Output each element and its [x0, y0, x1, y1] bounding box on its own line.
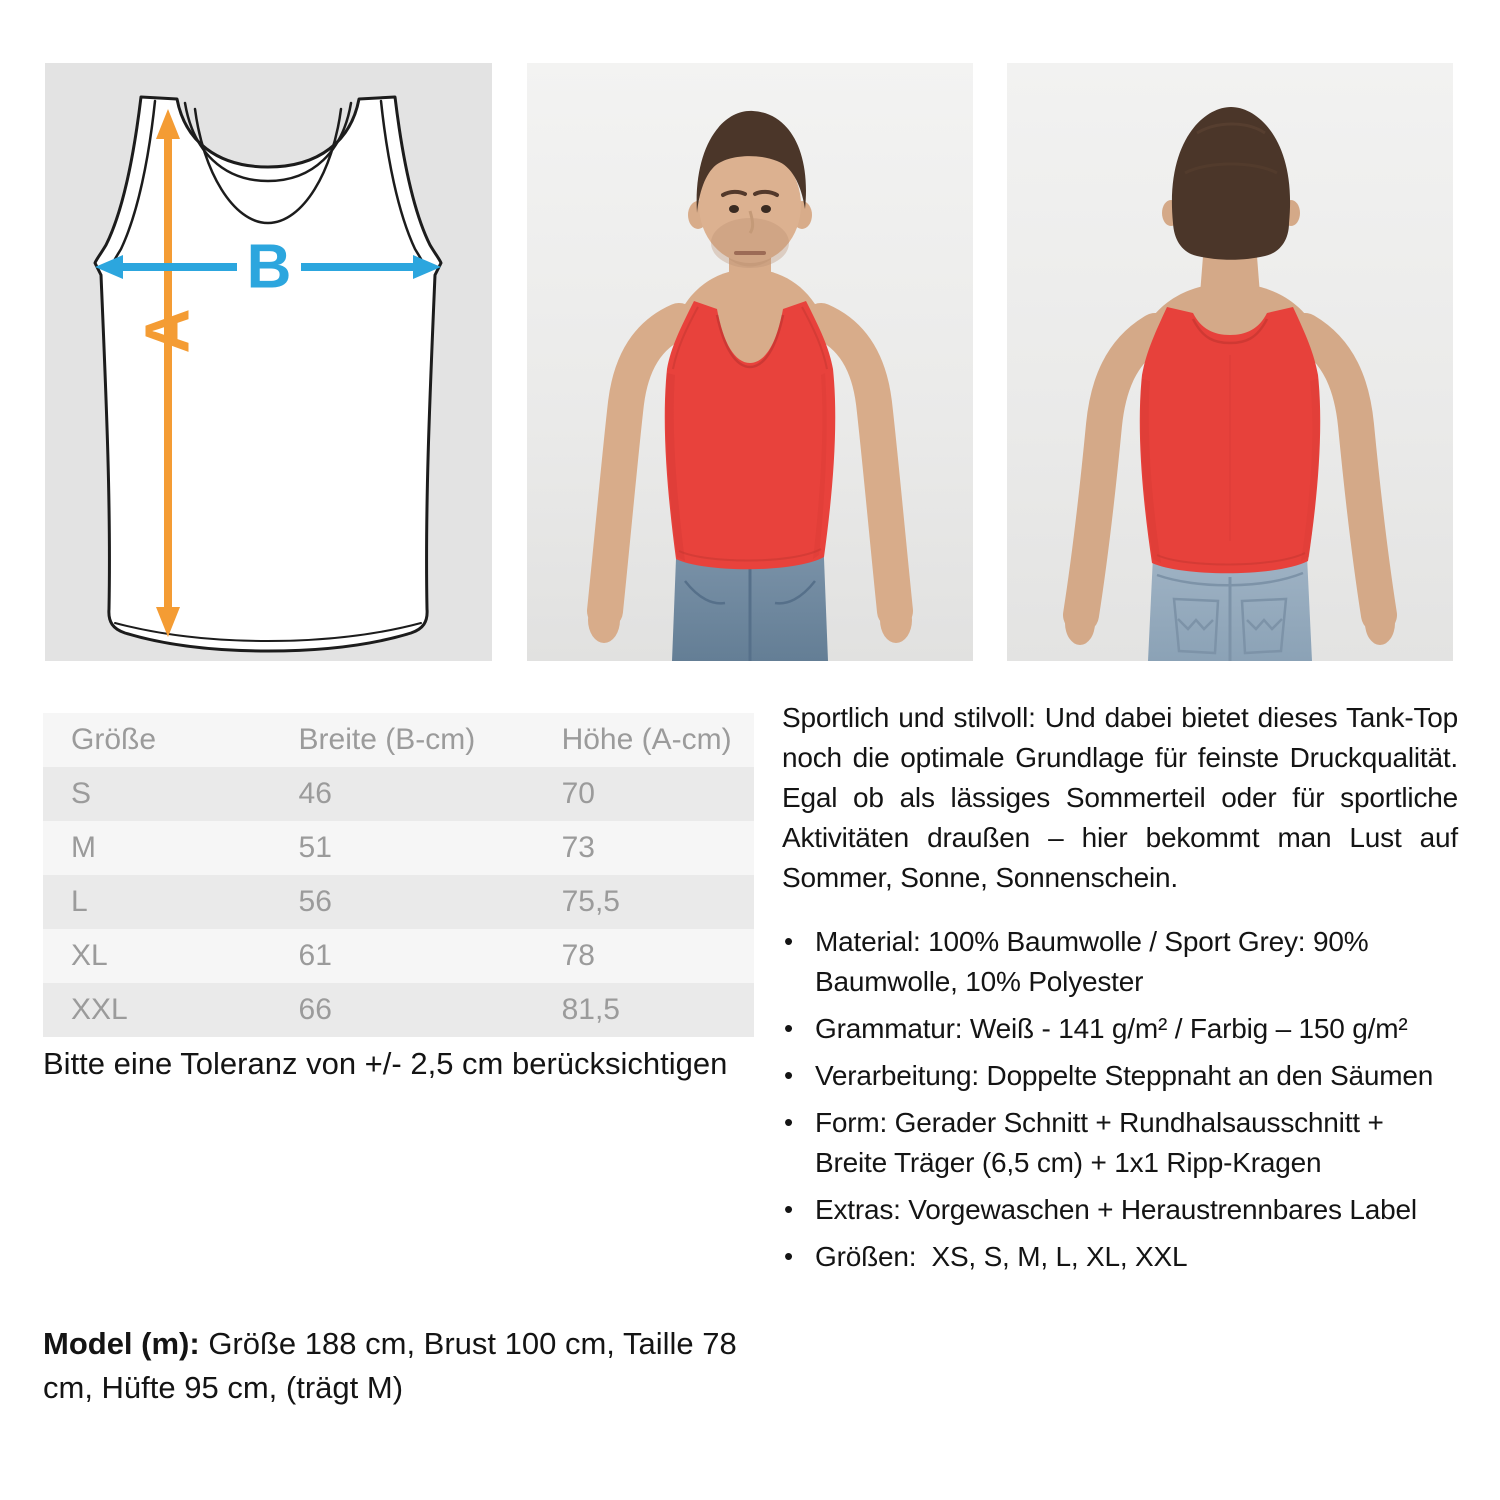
- bullet-icon: •: [784, 1107, 793, 1137]
- feature-item: [782, 1103, 1458, 1183]
- width-cell: 56: [298, 885, 332, 918]
- feature-text: Material: 100% Baumwolle / Sport Grey: 90% Baumwolle, 10% Polyester: [815, 926, 1376, 997]
- measure-label-b: B: [246, 232, 292, 302]
- size-cell: S: [71, 777, 92, 810]
- feature-text: Grammatur: Weiß - 141 g/m² / Farbig – 150 g/m²: [815, 1013, 1408, 1044]
- size-cell: M: [71, 831, 96, 864]
- feature-item: [782, 1190, 1458, 1230]
- height-cell: 73: [561, 831, 595, 864]
- feature-item: [782, 1237, 1458, 1277]
- column-header-size: Größe: [71, 723, 157, 756]
- column-header-width: Breite (B-cm): [298, 723, 476, 756]
- size-diagram-panel: [45, 63, 492, 661]
- table-row: [43, 875, 754, 929]
- size-table: [43, 713, 754, 1037]
- bullet-icon: •: [784, 1060, 793, 1090]
- measure-label-a: A: [133, 308, 203, 354]
- table-row: [43, 983, 754, 1037]
- feature-list: [782, 922, 1458, 1277]
- product-photo-back: [1007, 63, 1453, 661]
- feature-text: Form: Gerader Schnitt + Rundhalsausschnitt + Breite Träger (6,5 cm) + 1x1 Ripp-Kragen: [815, 1107, 1392, 1178]
- table-row: [43, 821, 754, 875]
- product-description-column: [782, 698, 1458, 1284]
- size-cell: XXL: [71, 993, 128, 1026]
- feature-item: [782, 922, 1458, 1002]
- height-cell: 78: [561, 939, 595, 972]
- feature-text: Extras: Vorgewaschen + Heraustrennbares Label: [815, 1194, 1417, 1225]
- bullet-icon: •: [784, 1013, 793, 1043]
- size-table-header-row: [43, 713, 754, 767]
- model-measurements: [43, 1322, 751, 1410]
- height-cell: 75,5: [561, 885, 620, 918]
- bullet-icon: •: [784, 1241, 793, 1271]
- tank-top-size-diagram: [45, 63, 492, 661]
- product-photo-front: [527, 63, 973, 661]
- height-cell: 70: [561, 777, 595, 810]
- feature-item: [782, 1056, 1458, 1096]
- model-back-photo: [1007, 63, 1453, 661]
- feature-item: [782, 1009, 1458, 1049]
- product-description: Sportlich und stilvoll: Und dabei bietet dieses Tank-Top noch die optimale Grundlage für feinste Druckqualität. Egal ob als lässiges Sommerteil oder für sportliche Aktivitäten draußen – hier bekommt man Lust auf Sommer, Sonne, Sonnenschein.: [782, 702, 1458, 893]
- width-cell: 61: [298, 939, 332, 972]
- feature-text: Größen: XS, S, M, L, XL, XXL: [815, 1241, 1188, 1272]
- red-tank-top-back: [1140, 307, 1320, 573]
- table-row: [43, 767, 754, 821]
- width-cell: 46: [298, 777, 332, 810]
- width-cell: 51: [298, 831, 332, 864]
- model-info-text: Größe 188 cm, Brust 100 cm, Taille 78 cm, Hüfte 95 cm, (trägt M): [43, 1326, 737, 1405]
- size-cell: L: [71, 885, 88, 918]
- model-front-photo: [527, 63, 973, 661]
- model-info-label: Model (m):: [43, 1326, 200, 1361]
- size-cell: XL: [71, 939, 108, 972]
- column-header-height: Höhe (A-cm): [561, 723, 732, 756]
- width-cell: 66: [298, 993, 332, 1026]
- feature-text: Verarbeitung: Doppelte Steppnaht an den Säumen: [815, 1060, 1434, 1091]
- bullet-icon: •: [784, 1194, 793, 1224]
- table-row: [43, 929, 754, 983]
- height-cell: 81,5: [561, 993, 620, 1026]
- tolerance-note: Bitte eine Toleranz von +/- 2,5 cm berücksichtigen: [43, 1046, 728, 1081]
- bullet-icon: •: [784, 926, 793, 956]
